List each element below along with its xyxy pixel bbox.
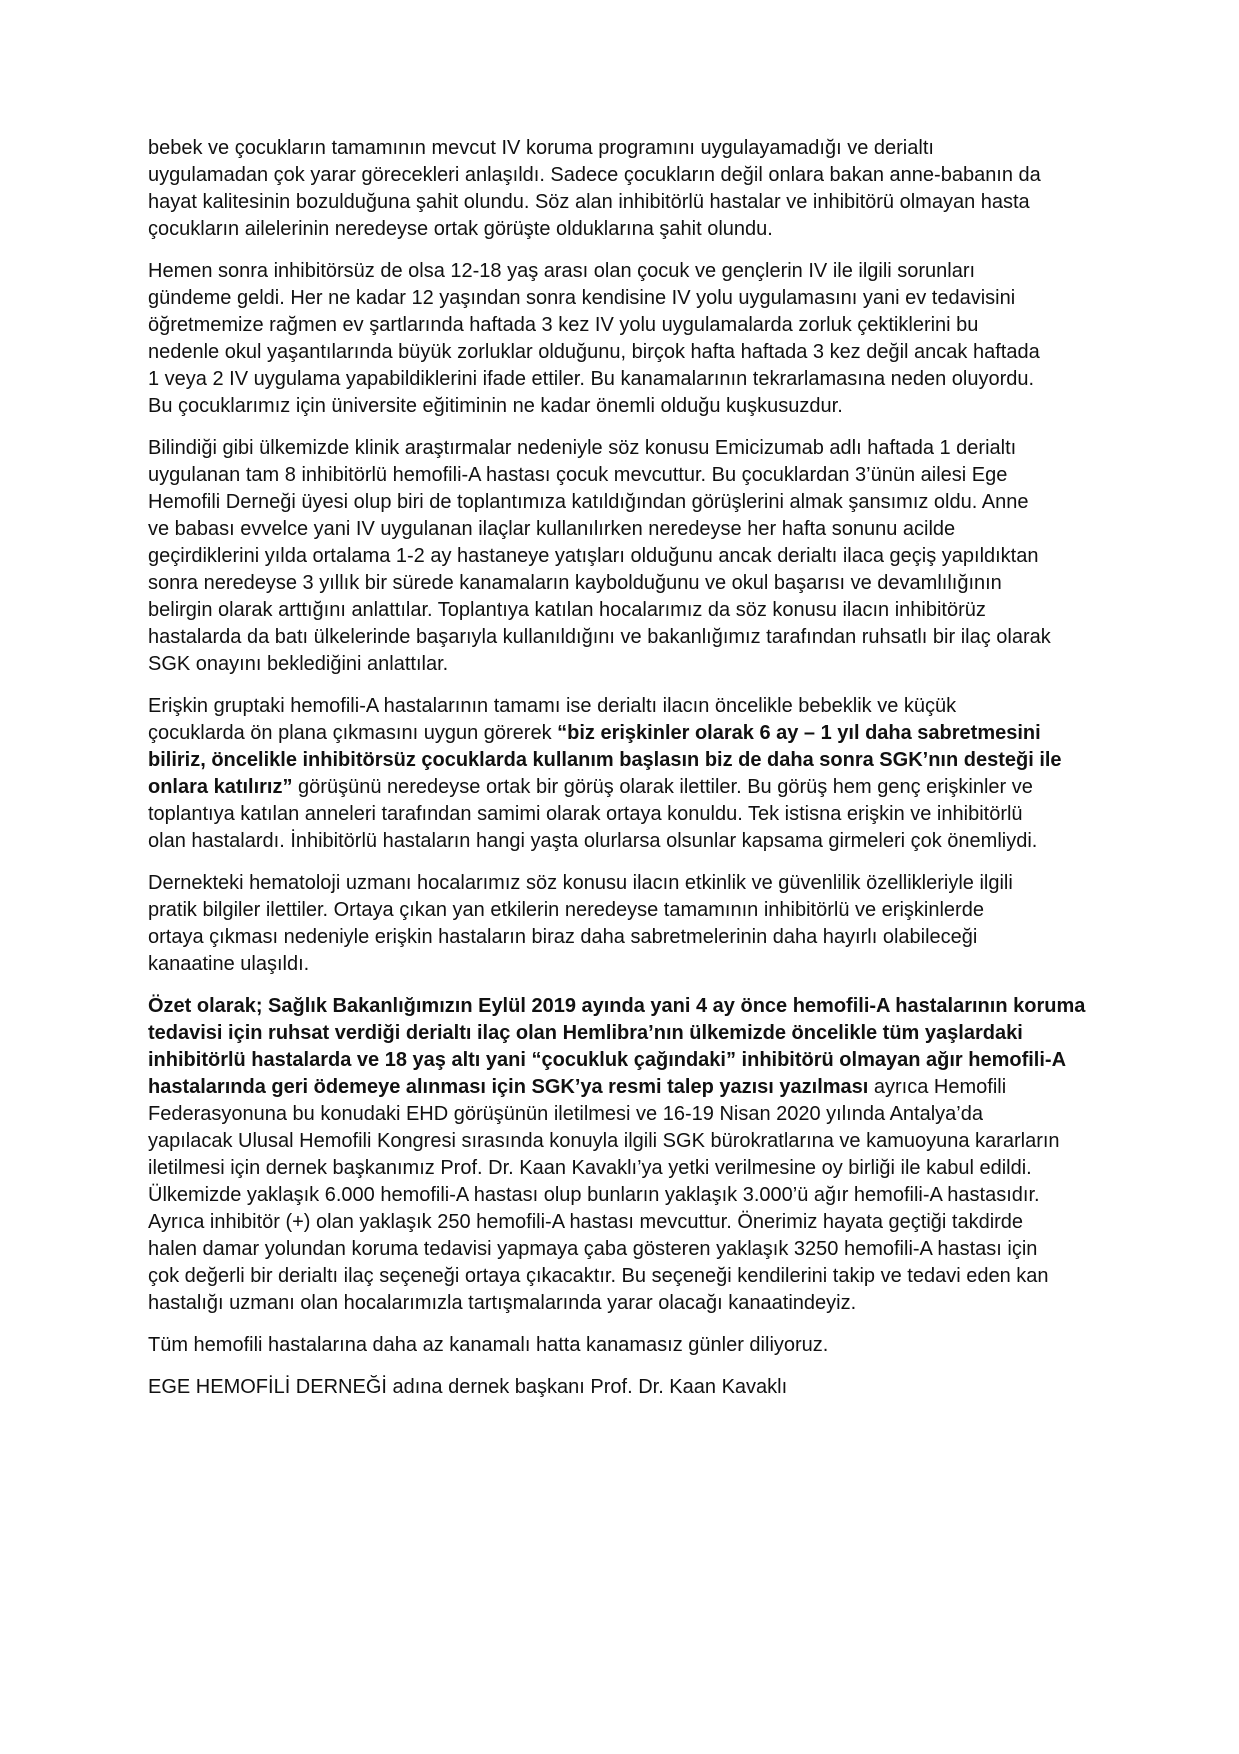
- text-line: sonra neredeyse 3 yıllık bir sürede kanamaların kaybolduğunu ve okul başarısı ve devamlılığının: [148, 572, 1002, 594]
- text-line: iletilmesi için dernek başkanımız Prof. Dr. Kaan Kavaklı’ya yetki verilmesine oy birliği ile kabul edildi.: [148, 1157, 1032, 1179]
- text-line: uygulanan tam 8 inhibitörlü hemofili-A hastası çocuk mevcuttur. Bu çocuklardan 3’ünün ailesi Ege: [148, 464, 1008, 486]
- text-line: Bilindiği gibi ülkemizde klinik araştırmalar nedeniyle söz konusu Emicizumab adlı haftada 1 derialtı: [148, 437, 1017, 459]
- signature-paragraph: [148, 1374, 1239, 1401]
- text-line: belirgin olarak arttığını anlattılar. Toplantıya katılan hocalarımız da söz konusu ilacın inhibitörüz: [148, 599, 986, 621]
- text-line: hastalarda da batı ülkelerinde başarıyla kullanıldığını ve bakanlığımız tarafından ruhsatlı bir ilaç olarak: [148, 626, 1051, 648]
- text-line: Dernekteki hematoloji uzmanı hocalarımız söz konusu ilacın etkinlik ve güvenlilik özellikleriyle ilgili: [148, 872, 1013, 894]
- text-line: 1 veya 2 IV uygulama yapabildiklerini ifade ettiler. Bu kanamalarının tekrarlamasına neden oluyordu.: [148, 368, 1035, 390]
- paragraph: [148, 870, 1239, 978]
- paragraph: [148, 993, 1239, 1317]
- text-line: pratik bilgiler ilettiler. Ortaya çıkan yan etkilerin neredeyse tamamının inhibitörlü ve erişkinlerde: [148, 899, 984, 921]
- bold-text-line: biliriz, öncelikle inhibitörsüz çocuklarda kullanım başlasın biz de daha sonra SGK’nın desteği ile: [148, 749, 1062, 771]
- text-line: Hemen sonra inhibitörsüz de olsa 12-18 yaş arası olan çocuk ve gençlerin IV ile ilgili sorunları: [148, 260, 976, 282]
- text-line: olan hastalardı. İnhibitörlü hastaların hangi yaşta olurlarsa olsunlar kapsama girmeleri çok önemliydi.: [148, 830, 1038, 852]
- text-line: yapılacak Ulusal Hemofili Kongresi sırasında konuyla ilgili SGK bürokratlarına ve kamuoyuna kararların: [148, 1130, 1060, 1152]
- paragraph: [148, 693, 1239, 855]
- bold-text: onlara katılırız”: [148, 776, 293, 798]
- text-line: Bu çocuklarımız için üniversite eğitiminin ne kadar önemli olduğu kuşkusuzdur.: [148, 395, 843, 417]
- text-segment: görüşünü neredeyse ortak bir görüş olarak ilettiler. Bu görüş hem genç erişkinler ve: [292, 776, 1033, 798]
- text-line: Hemofili Derneği üyesi olup biri de toplantımıza katıldığından görüşlerini almak şansımız oldu. Anne: [148, 491, 1029, 513]
- bold-text-line: inhibitörlü hastalarda ve 18 yaş altı yani “çocukluk çağındaki” inhibitörü olmayan ağır hemofili-A: [148, 1049, 1067, 1071]
- paragraph: [148, 435, 1239, 678]
- text-line: çocukların ailelerinin neredeyse ortak görüşte olduklarına şahit olundu.: [148, 218, 773, 240]
- text-line: ortaya çıkması nedeniyle erişkin hastaların biraz daha sabretmelerinin daha hayırlı olabileceği: [148, 926, 978, 948]
- closing-paragraph: [148, 1332, 1239, 1359]
- text-line: kanaatine ulaşıldı.: [148, 953, 310, 975]
- text-line: [148, 720, 1239, 747]
- text-line: [148, 1074, 1239, 1101]
- text-line: hayat kalitesinin bozulduğuna şahit olundu. Söz alan inhibitörlü hastalar ve inhibitörü olmayan hasta: [148, 191, 1030, 213]
- text-line: hastalığı uzmanı olan hocalarımızla tartışmalarında yarar olacağı kanaatindeyiz.: [148, 1292, 857, 1314]
- text-line: SGK onayını beklediğini anlattılar.: [148, 653, 449, 675]
- text-line: halen damar yolundan koruma tedavisi yapmaya çaba gösteren yaklaşık 3250 hemofili-A hastası için: [148, 1238, 1038, 1260]
- paragraph: [148, 258, 1239, 420]
- text-line: öğretmemize rağmen ev şartlarında haftada 3 kez IV yolu uygulamalarda zorluk çektiklerini bu: [148, 314, 979, 336]
- text-line: toplantıya katılan anneleri tarafından samimi olarak ortaya konuldu. Tek istisna erişkin ve inhibitörlü: [148, 803, 1023, 825]
- text-line: nedenle okul yaşantılarında büyük zorluklar olduğunu, birçok hafta haftada 3 kez değil ancak haftada: [148, 341, 1040, 363]
- closing-line: Tüm hemofili hastalarına daha az kanamalı hatta kanamasız günler diliyoruz.: [148, 1334, 829, 1356]
- signature-line: EGE HEMOFİLİ DERNEĞİ adına dernek başkanı Prof. Dr. Kaan Kavaklı: [148, 1376, 788, 1398]
- text-line: Erişkin gruptaki hemofili-A hastalarının tamamı ise derialtı ilacın öncelikle bebeklik ve küçük: [148, 695, 957, 717]
- text-line: çok değerli bir derialtı ilaç seçeneği ortaya çıkacaktır. Bu seçeneği kendilerini takip ve tedavi eden kan: [148, 1265, 1049, 1287]
- text-line: gündeme geldi. Her ne kadar 12 yaşından sonra kendisine IV yolu uygulamasını yani ev tedavisini: [148, 287, 1016, 309]
- text-line: bebek ve çocukların tamamının mevcut IV koruma programını uygulayamadığı ve derialtı: [148, 137, 934, 159]
- text-line: Ülkemizde yaklaşık 6.000 hemofili-A hastası olup bunların yaklaşık 3.000’ü ağır hemofili-A hastasıdır.: [148, 1184, 1040, 1206]
- text-line: geçirdiklerini yılda ortalama 1-2 ay hastaneye yatışları olduğunu ancak derialtı ilaca geçiş yapıldıktan: [148, 545, 1039, 567]
- text-line: ve babası evvelce yani IV uygulanan ilaçlar kullanılırken neredeyse her hafta sonunu acilde: [148, 518, 956, 540]
- paragraph: [148, 135, 1239, 243]
- bold-text-line: Özet olarak; Sağlık Bakanlığımızın Eylül 2019 ayında yani 4 ay önce hemofili-A hastalarının koruma: [148, 995, 1086, 1017]
- text-segment: ayrıca Hemofili: [868, 1076, 1007, 1098]
- bold-text: hastalarında geri ödemeye alınması için SGK’ya resmi talep yazısı yazılması: [148, 1076, 869, 1098]
- text-line: Federasyonuna bu konudaki EHD görüşünün iletilmesi ve 16-19 Nisan 2020 yılında Antalya’da: [148, 1103, 983, 1125]
- bold-text: “biz erişkinler olarak 6 ay – 1 yıl daha sabretmesini: [557, 722, 1041, 744]
- text-line: Ayrıca inhibitör (+) olan yaklaşık 250 hemofili-A hastası mevcuttur. Önerimiz hayata geçtiği takdirde: [148, 1211, 1024, 1233]
- text-segment: çocuklarda ön plana çıkmasını uygun görerek: [148, 722, 558, 744]
- text-line: uygulamadan çok yarar görecekleri anlaşıldı. Sadece çocukların değil onlara bakan anne-babanın da: [148, 164, 1041, 186]
- bold-text-line: tedavisi için ruhsat verdiği derialtı ilaç olan Hemlibra’nın ülkemizde öncelikle tüm yaşlardaki: [148, 1022, 1023, 1044]
- text-line: [148, 774, 1239, 801]
